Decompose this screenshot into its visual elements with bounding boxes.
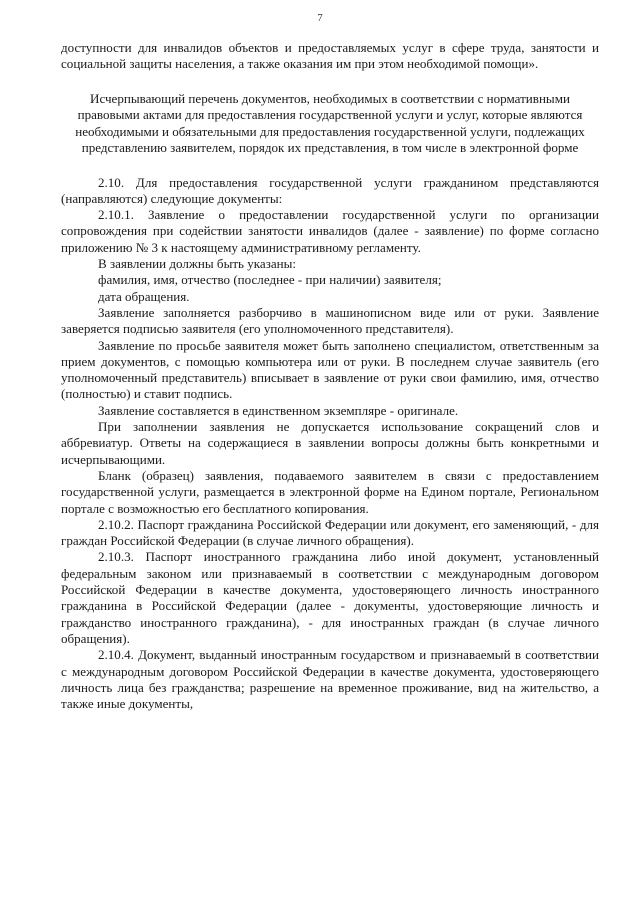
paragraph-2-10: 2.10. Для предоставления государственной услуги гражданином представляются (направляются) следующие документы: [61,174,599,206]
paragraph-field-date: дата обращения. [98,288,190,304]
paragraph-2-10-1: 2.10.1. Заявление о предоставлении государственной услуги по организации сопровождения при содействии занятости инвалидов (далее - заявление) по форме согласно приложению № 3 к настоящему административному регламенту. [61,207,599,255]
paragraph-no-abbreviations: При заполнении заявления не допускается использование сокращений слов и аббревиатур. Ответы на содержащиеся в заявлении вопросы должны быть конкретными и исчерпывающими. [61,419,599,467]
paragraph-blank-form: Бланк (образец) заявления, подаваемого заявителем в связи с предоставлением государственной услуги, размещается в электронной форме на Едином портале, Региональном портале с возможностью его бесплатного копирования. [61,467,599,516]
paragraph-continuation: доступности для инвалидов объектов и предоставляемых услуг в сфере труда, занятости и социальной защиты населения, а также оказания им при этом необходимой помощи». [61,40,599,72]
section-heading: Исчерпывающий перечень документов, необходимых в соответствии с нормативными правовыми актами для предоставления государственной услуги и услуг, которые являются необходимыми и обязательными для предоставления государственной услуги, подлежащих представлению заявителем, порядок их представления, в том числе в электронной форме [75,90,585,156]
page-body [61,40,599,712]
page-number: 7 [317,12,323,24]
paragraph-2-10-2: 2.10.2. Паспорт гражданина Российской Федерации или документ, его заменяющий, - для граждан Российской Федерации (в случае личного обращения). [61,516,599,549]
paragraph-2-10-4: 2.10.4. Документ, выданный иностранным государством и признаваемый в соответствии с международным договором Российской Федерации в качестве документа, удостоверяющего личность лица без гражданства; разрешение на временное проживание, вид на жительство, а также иные документы, [61,647,599,712]
paragraph-specialist: Заявление по просьбе заявителя может быть заполнено специалистом, ответственным за прием документов, с помощью компьютера или от руки. В последнем случае заявитель (его уполномоченный представитель) вписывает в заявление от руки свои фамилию, имя, отчество (полностью) и ставит подпись. [61,337,599,402]
paragraph-field-name: фамилия, имя, отчество (последнее - при наличии) заявителя; [98,272,442,288]
paragraph-required-fields: В заявлении должны быть указаны: [98,256,297,272]
paragraph-filling: Заявление заполняется разборчиво в машинописном виде или от руки. Заявление заверяется подписью заявителя (его уполномоченного представителя). [61,304,599,337]
paragraph-single-copy: Заявление составляется в единственном экземпляре - оригинале. [98,402,459,418]
paragraph-2-10-3: 2.10.3. Паспорт иностранного гражданина либо иной документ, установленный федеральным законом или признаваемый в соответствии с международным договором Российской Федерации в качестве документа, удостоверяющего личность иностранного гражданина в Российской Федерации (далее - документы, удостоверяющие личность и гражданство иностранного гражданина), - для иностранных граждан (в случае личного обращения). [61,549,599,646]
